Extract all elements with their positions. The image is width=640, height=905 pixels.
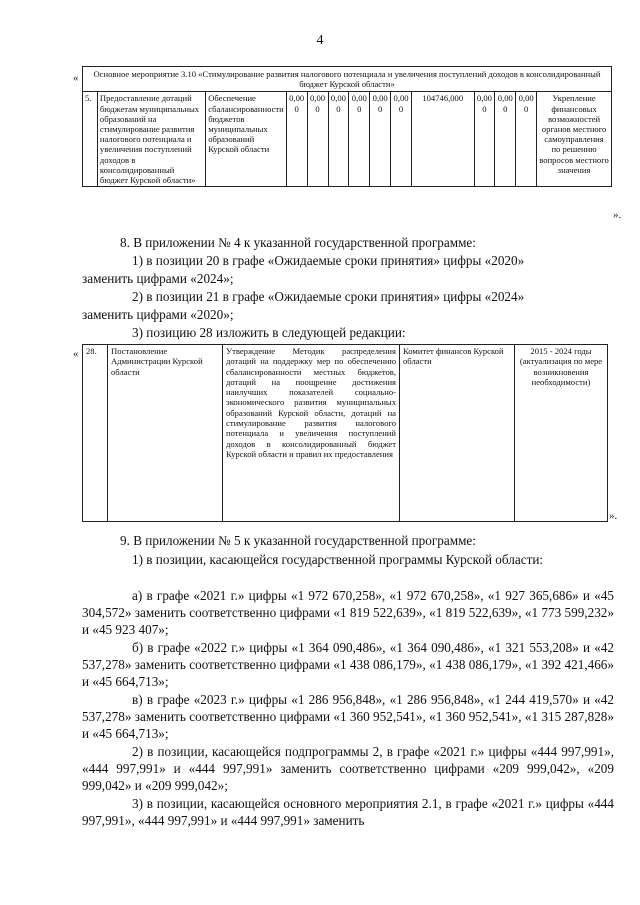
page-number: 4 bbox=[316, 33, 324, 48]
table1-value-cell: 0,00 0 bbox=[307, 92, 328, 187]
table1-value-cell: 0,00 0 bbox=[286, 92, 307, 187]
table1-big-value: 104746,000 bbox=[412, 92, 475, 187]
table1-value-cell: 0,00 0 bbox=[349, 92, 370, 187]
legal-acts-table bbox=[82, 344, 608, 522]
table1-value-cell: 0,00 0 bbox=[370, 92, 391, 187]
table1-row-num: 5. bbox=[83, 92, 98, 187]
table2-executor: Комитет финансов Курской области bbox=[400, 345, 515, 522]
section9-item1-b: б) в графе «2022 г.» цифры «1 364 090,486», «1 364 090,486», «1 321 553,208» и «42 537,278» заменить соответственно цифрами «1 438 086,179», «1 438 086,179», «1 392 421,466» и «45 664,713»; bbox=[82, 640, 614, 690]
table2-open-quote: « bbox=[73, 348, 79, 360]
section9-item3: 3) в позиции, касающейся основного мероприятия 2.1, в графе «2021 г.» цифры «444 997,991», «444 997,991» и «444 997,991» заменить bbox=[82, 796, 614, 829]
table2-content: Утверждение Методик распределения дотаций на поддержку мер по обеспечению сбалансированности местных бюджетов, дотаций на поощрение достижения наилучших показателей социально-экономического развития муниципальных образований Курской области, дотаций на стимулирование развития налогового потенциала и увеличения поступлений доходов в консолидированный бюджет Курской области и правил их предоставления bbox=[223, 345, 400, 522]
program-table bbox=[82, 66, 612, 187]
table1-row-name: Предоставление дотаций бюджетам муниципальных образований на стимулирование развития налогового потенциала и увеличения поступлений доходов в консолидированный бюджет Курской области» bbox=[97, 92, 205, 187]
section8-item2-line1: 2) в позиции 21 в графе «Ожидаемые сроки принятия» цифры «2024» bbox=[132, 289, 525, 304]
section8-item2-line2: заменить цифрами «2020»; bbox=[82, 307, 234, 322]
table1-value-cell: 0,00 0 bbox=[474, 92, 495, 187]
table1-header: Основное мероприятие 3.10 «Стимулирование развития налогового потенциала и увеличения поступлений доходов в консолидированный бюджет Курской области» bbox=[83, 67, 612, 92]
table1-row-purpose: Обеспечение сбалансированности бюджетов муниципальных образований Курской области bbox=[206, 92, 287, 187]
table2-term: 2015 - 2024 годы (актуализация по мере возникновения необходимости) bbox=[515, 345, 608, 522]
table1-row-result: Укрепление финансовых возможностей органов местного самоуправления по решению вопросов местного значения bbox=[537, 92, 612, 187]
table1-value-cell: 0,00 0 bbox=[516, 92, 537, 187]
section8-intro: 8. В приложении № 4 к указанной государственной программе: bbox=[120, 235, 476, 250]
table1-value-cell: 0,00 0 bbox=[328, 92, 349, 187]
table2-doc-type: Постановление Администрации Курской области bbox=[108, 345, 223, 522]
section9-item2: 2) в позиции, касающейся подпрограммы 2, в графе «2021 г.» цифры «444 997,991», «444 997,991» и «444 997,991» заменить соответственно цифрами «209 999,042», «209 999,042» и «209 999,042»; bbox=[82, 744, 614, 794]
table1-close-quote: ». bbox=[613, 209, 622, 221]
section9-item1-a: а) в графе «2021 г.» цифры «1 972 670,258», «1 972 670,258», «1 927 365,686» и «45 304,572» заменить соответственно цифрами «1 819 522,639», «1 819 522,639», «1 773 599,232» и «45 923 407»; bbox=[82, 588, 614, 638]
section8-item1-line1: 1) в позиции 20 в графе «Ожидаемые сроки принятия» цифры «2020» bbox=[132, 253, 525, 268]
table1-value-cell: 0,00 0 bbox=[391, 92, 412, 187]
section9-item1: 1) в позиции, касающейся государственной программы Курской области: bbox=[132, 552, 544, 567]
section8-item1-line2: заменить цифрами «2024»; bbox=[82, 271, 234, 286]
table2-close-quote: ». bbox=[609, 510, 618, 522]
table1-open-quote: « bbox=[73, 72, 79, 84]
table1-value-cell: 0,00 0 bbox=[495, 92, 516, 187]
section8-item3: 3) позицию 28 изложить в следующей редакции: bbox=[132, 325, 406, 340]
section9-intro: 9. В приложении № 5 к указанной государственной программе: bbox=[120, 533, 476, 548]
section9-item1-v: в) в графе «2023 г.» цифры «1 286 956,848», «1 286 956,848», «1 244 419,570» и «42 537,278» заменить соответственно цифрами «1 360 952,541», «1 360 952,541», «1 315 287,828» и «45 664,713»; bbox=[82, 692, 614, 742]
table2-row-num: 28. bbox=[83, 345, 108, 522]
